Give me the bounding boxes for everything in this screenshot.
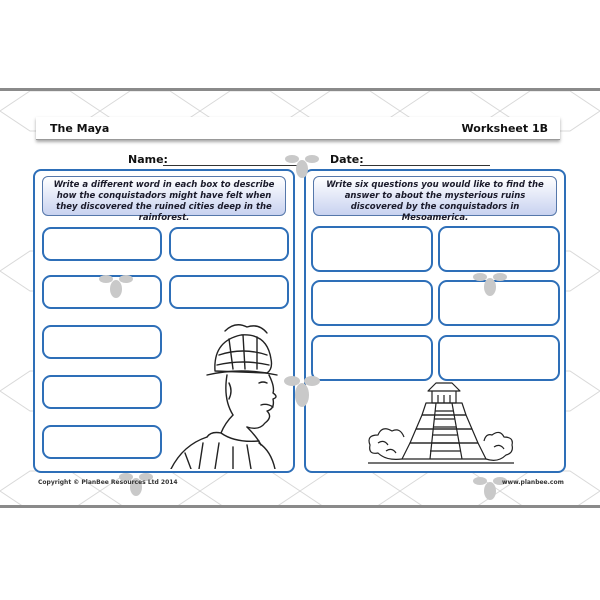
title-bar [36, 117, 560, 140]
bee-watermark-icon [282, 371, 322, 411]
mayan-pyramid-illustration [366, 377, 516, 469]
question-box[interactable] [311, 280, 433, 326]
right-instruction: Write six questions you would like to find the answer to about the mysterious ruins discovered by the conquistadors in Mesoamerica. [313, 176, 557, 216]
right-panel [304, 169, 566, 473]
name-label: Name: [128, 153, 168, 166]
bee-watermark-icon [470, 269, 510, 299]
website-text: www.planbee.com [502, 479, 564, 486]
left-panel [33, 169, 295, 473]
word-box[interactable] [42, 375, 162, 409]
date-line[interactable] [360, 165, 490, 166]
date-label: Date: [330, 153, 364, 166]
bee-watermark-icon [470, 473, 510, 503]
word-box[interactable] [42, 227, 162, 261]
copyright-text: Copyright © PlanBee Resources Ltd 2014 [38, 479, 178, 486]
left-instruction: Write a different word in each box to describe how the conquistadors might have felt when they discovered the ruined cities deep in the rainforest. [42, 176, 286, 216]
bee-watermark-icon [282, 151, 322, 181]
bee-watermark-icon [96, 271, 136, 301]
worksheet-number: Worksheet 1B [461, 122, 548, 135]
question-box[interactable] [438, 226, 560, 272]
conquistador-illustration [163, 319, 293, 469]
question-box[interactable] [438, 335, 560, 381]
word-box[interactable] [42, 325, 162, 359]
word-box[interactable] [169, 227, 289, 261]
question-box[interactable] [311, 226, 433, 272]
worksheet-title: The Maya [50, 122, 110, 135]
worksheet-page [0, 88, 600, 508]
word-box[interactable] [42, 425, 162, 459]
word-box[interactable] [169, 275, 289, 309]
question-box[interactable] [311, 335, 433, 381]
